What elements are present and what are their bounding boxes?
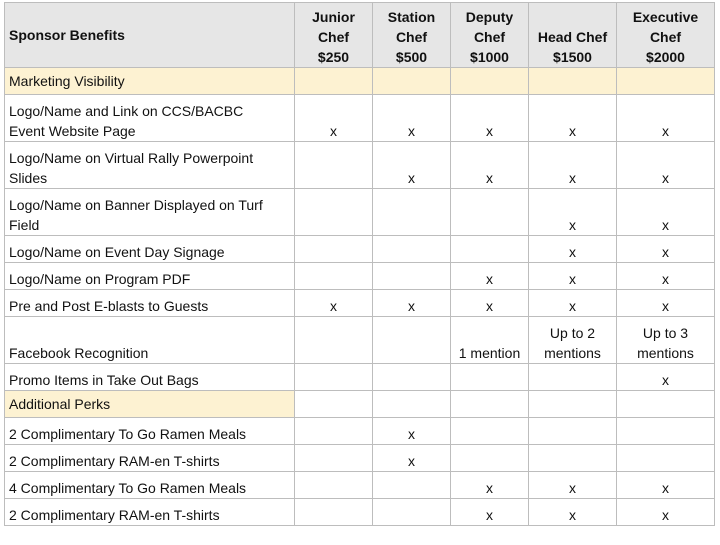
benefit-cell-junior-chef <box>295 290 373 317</box>
benefit-cell-head-chef <box>529 263 617 290</box>
benefit-row <box>5 472 715 499</box>
included-mark: x <box>569 170 576 186</box>
section-header-row <box>5 391 715 418</box>
benefit-cell-head-chef <box>529 418 617 445</box>
benefit-cell-deputy-chef <box>451 290 529 317</box>
benefit-cell-head-chef <box>529 189 617 236</box>
section-title: Additional Perks <box>5 391 295 418</box>
benefit-cell-junior-chef <box>295 364 373 391</box>
benefit-cell-station-chef <box>373 499 451 526</box>
included-mark: x <box>569 123 576 139</box>
benefit-row <box>5 95 715 142</box>
benefit-label-line: Pre and Post E-blasts to Guests <box>9 298 209 314</box>
benefit-value: Up to 2 mentions <box>544 325 601 361</box>
benefit-cell-executive-chef <box>617 364 715 391</box>
benefit-cell-station-chef <box>373 236 451 263</box>
benefit-cell-executive-chef <box>617 472 715 499</box>
section-filler-cell <box>373 68 451 95</box>
benefit-cell-deputy-chef <box>451 189 529 236</box>
section-filler-cell <box>529 68 617 95</box>
benefit-label-line: Logo/Name on Program PDF <box>9 271 191 287</box>
benefit-label-line: 4 Complimentary To Go Ramen Meals <box>9 480 247 496</box>
benefit-cell-head-chef <box>529 364 617 391</box>
included-mark: x <box>569 507 576 523</box>
section-filler-cell <box>373 391 451 418</box>
benefit-cell-executive-chef <box>617 290 715 317</box>
included-mark: x <box>408 170 415 186</box>
benefit-cell-junior-chef <box>295 499 373 526</box>
benefit-cell-junior-chef <box>295 95 373 142</box>
tier-name-line: Executive <box>632 9 699 25</box>
benefit-cell-deputy-chef <box>451 499 529 526</box>
benefit-cell-head-chef <box>529 236 617 263</box>
tier-name-line: Head Chef <box>537 29 608 45</box>
included-mark: x <box>569 217 576 233</box>
section-filler-cell <box>295 391 373 418</box>
included-mark: x <box>486 123 493 139</box>
benefit-cell-deputy-chef <box>451 236 529 263</box>
benefit-cell-junior-chef <box>295 418 373 445</box>
included-mark: x <box>662 271 669 287</box>
included-mark: x <box>486 480 493 496</box>
benefit-value: Up to 3 mentions <box>637 325 694 361</box>
benefit-label <box>5 142 295 189</box>
benefit-label-line: 2 Complimentary RAM-en T-shirts <box>9 507 220 523</box>
benefit-label-line: 2 Complimentary To Go Ramen Meals <box>9 426 247 442</box>
benefit-label-line: Logo/Name and Link on CCS/BACBC <box>9 103 244 119</box>
benefit-cell-executive-chef <box>617 445 715 472</box>
tier-price: $1500 <box>553 49 592 65</box>
benefit-cell-executive-chef <box>617 317 715 364</box>
benefit-cell-station-chef <box>373 317 451 364</box>
included-mark: x <box>662 298 669 314</box>
benefit-cell-executive-chef <box>617 499 715 526</box>
benefit-label-line: 2 Complimentary RAM-en T-shirts <box>9 453 220 469</box>
benefit-row <box>5 189 715 236</box>
tier-header-head-chef <box>529 3 617 68</box>
included-mark: x <box>408 453 415 469</box>
benefit-row <box>5 364 715 391</box>
benefit-row <box>5 263 715 290</box>
included-mark: x <box>662 123 669 139</box>
benefit-cell-station-chef <box>373 445 451 472</box>
benefit-cell-junior-chef <box>295 445 373 472</box>
included-mark: x <box>662 217 669 233</box>
benefit-cell-station-chef <box>373 263 451 290</box>
included-mark: x <box>662 507 669 523</box>
benefit-cell-head-chef <box>529 472 617 499</box>
sponsor-benefits-header: Sponsor Benefits <box>5 3 295 68</box>
benefit-value: 1 mention <box>458 345 521 361</box>
included-mark: x <box>662 372 669 388</box>
benefit-label <box>5 364 295 391</box>
tier-name-line: Station <box>387 9 436 25</box>
benefit-label-line: Event Website Page <box>9 123 136 139</box>
included-mark: x <box>662 480 669 496</box>
benefit-row <box>5 499 715 526</box>
benefit-label <box>5 290 295 317</box>
benefit-cell-executive-chef <box>617 95 715 142</box>
included-mark: x <box>569 271 576 287</box>
benefit-cell-station-chef <box>373 364 451 391</box>
benefit-label <box>5 189 295 236</box>
header-row <box>5 3 715 68</box>
tier-price: $250 <box>317 49 350 65</box>
benefit-cell-junior-chef <box>295 472 373 499</box>
benefit-label-line: Logo/Name on Virtual Rally Powerpoint <box>9 150 254 166</box>
tier-name-line: Deputy <box>465 9 514 25</box>
benefit-cell-junior-chef <box>295 263 373 290</box>
included-mark: x <box>486 298 493 314</box>
benefit-label-line: Facebook Recognition <box>9 345 149 361</box>
section-filler-cell <box>617 68 715 95</box>
benefit-cell-head-chef <box>529 95 617 142</box>
benefit-row <box>5 317 715 364</box>
benefit-label <box>5 499 295 526</box>
tier-header-deputy-chef <box>451 3 529 68</box>
sponsor-benefits-table <box>4 2 715 526</box>
benefit-cell-station-chef <box>373 472 451 499</box>
benefit-row <box>5 290 715 317</box>
benefit-label <box>5 263 295 290</box>
section-header-row <box>5 68 715 95</box>
benefit-cell-executive-chef <box>617 418 715 445</box>
tier-name-line: Chef <box>395 29 428 45</box>
included-mark: x <box>569 244 576 260</box>
benefit-cell-deputy-chef <box>451 418 529 445</box>
section-filler-cell <box>529 391 617 418</box>
benefit-cell-station-chef <box>373 189 451 236</box>
tier-header-station-chef <box>373 3 451 68</box>
benefit-cell-head-chef <box>529 499 617 526</box>
benefit-label <box>5 418 295 445</box>
benefit-cell-deputy-chef <box>451 142 529 189</box>
benefit-label <box>5 317 295 364</box>
included-mark: x <box>662 170 669 186</box>
benefit-row <box>5 236 715 263</box>
benefit-label-line: Field <box>9 217 40 233</box>
benefit-cell-junior-chef <box>295 236 373 263</box>
tier-price: $1000 <box>470 49 509 65</box>
tier-price: $2000 <box>646 49 685 65</box>
benefit-label <box>5 472 295 499</box>
benefit-cell-station-chef <box>373 95 451 142</box>
benefit-cell-head-chef <box>529 142 617 189</box>
benefit-cell-junior-chef <box>295 189 373 236</box>
section-filler-cell <box>617 391 715 418</box>
benefit-cell-executive-chef <box>617 236 715 263</box>
benefit-cell-deputy-chef <box>451 472 529 499</box>
benefit-cell-station-chef <box>373 142 451 189</box>
benefit-label-line: Logo/Name on Banner Displayed on Turf <box>9 197 263 213</box>
included-mark: x <box>330 298 337 314</box>
section-filler-cell <box>295 68 373 95</box>
included-mark: x <box>569 298 576 314</box>
benefit-cell-head-chef <box>529 290 617 317</box>
included-mark: x <box>330 123 337 139</box>
benefit-label-line: Logo/Name on Event Day Signage <box>9 244 225 260</box>
included-mark: x <box>486 507 493 523</box>
benefit-label <box>5 95 295 142</box>
benefit-label <box>5 445 295 472</box>
benefit-cell-executive-chef <box>617 263 715 290</box>
benefit-cell-executive-chef <box>617 142 715 189</box>
table-body <box>5 68 715 526</box>
section-filler-cell <box>451 68 529 95</box>
benefit-cell-deputy-chef <box>451 364 529 391</box>
included-mark: x <box>486 170 493 186</box>
included-mark: x <box>486 271 493 287</box>
section-title: Marketing Visibility <box>5 68 295 95</box>
included-mark: x <box>408 426 415 442</box>
benefit-cell-head-chef <box>529 317 617 364</box>
benefit-cell-deputy-chef <box>451 317 529 364</box>
benefit-cell-station-chef <box>373 418 451 445</box>
benefit-cell-head-chef <box>529 445 617 472</box>
benefit-cell-station-chef <box>373 290 451 317</box>
benefit-row <box>5 142 715 189</box>
tier-name-line: Junior <box>312 9 355 25</box>
section-filler-cell <box>451 391 529 418</box>
tier-price: $500 <box>395 49 428 65</box>
benefit-label-line: Slides <box>9 170 48 186</box>
included-mark: x <box>408 298 415 314</box>
benefit-row <box>5 445 715 472</box>
benefit-cell-executive-chef <box>617 189 715 236</box>
benefit-cell-deputy-chef <box>451 263 529 290</box>
benefit-label-line: Promo Items in Take Out Bags <box>9 372 199 388</box>
tier-header-junior-chef <box>295 3 373 68</box>
tier-name-line: Chef <box>473 29 506 45</box>
included-mark: x <box>662 244 669 260</box>
tier-header-executive-chef <box>617 3 715 68</box>
included-mark: x <box>408 123 415 139</box>
included-mark: x <box>569 480 576 496</box>
tier-name-line: Chef <box>317 29 350 45</box>
benefit-label <box>5 236 295 263</box>
benefit-cell-junior-chef <box>295 317 373 364</box>
benefit-row <box>5 418 715 445</box>
benefit-cell-deputy-chef <box>451 95 529 142</box>
tier-name-line: Chef <box>649 29 682 45</box>
benefit-cell-junior-chef <box>295 142 373 189</box>
benefit-cell-deputy-chef <box>451 445 529 472</box>
